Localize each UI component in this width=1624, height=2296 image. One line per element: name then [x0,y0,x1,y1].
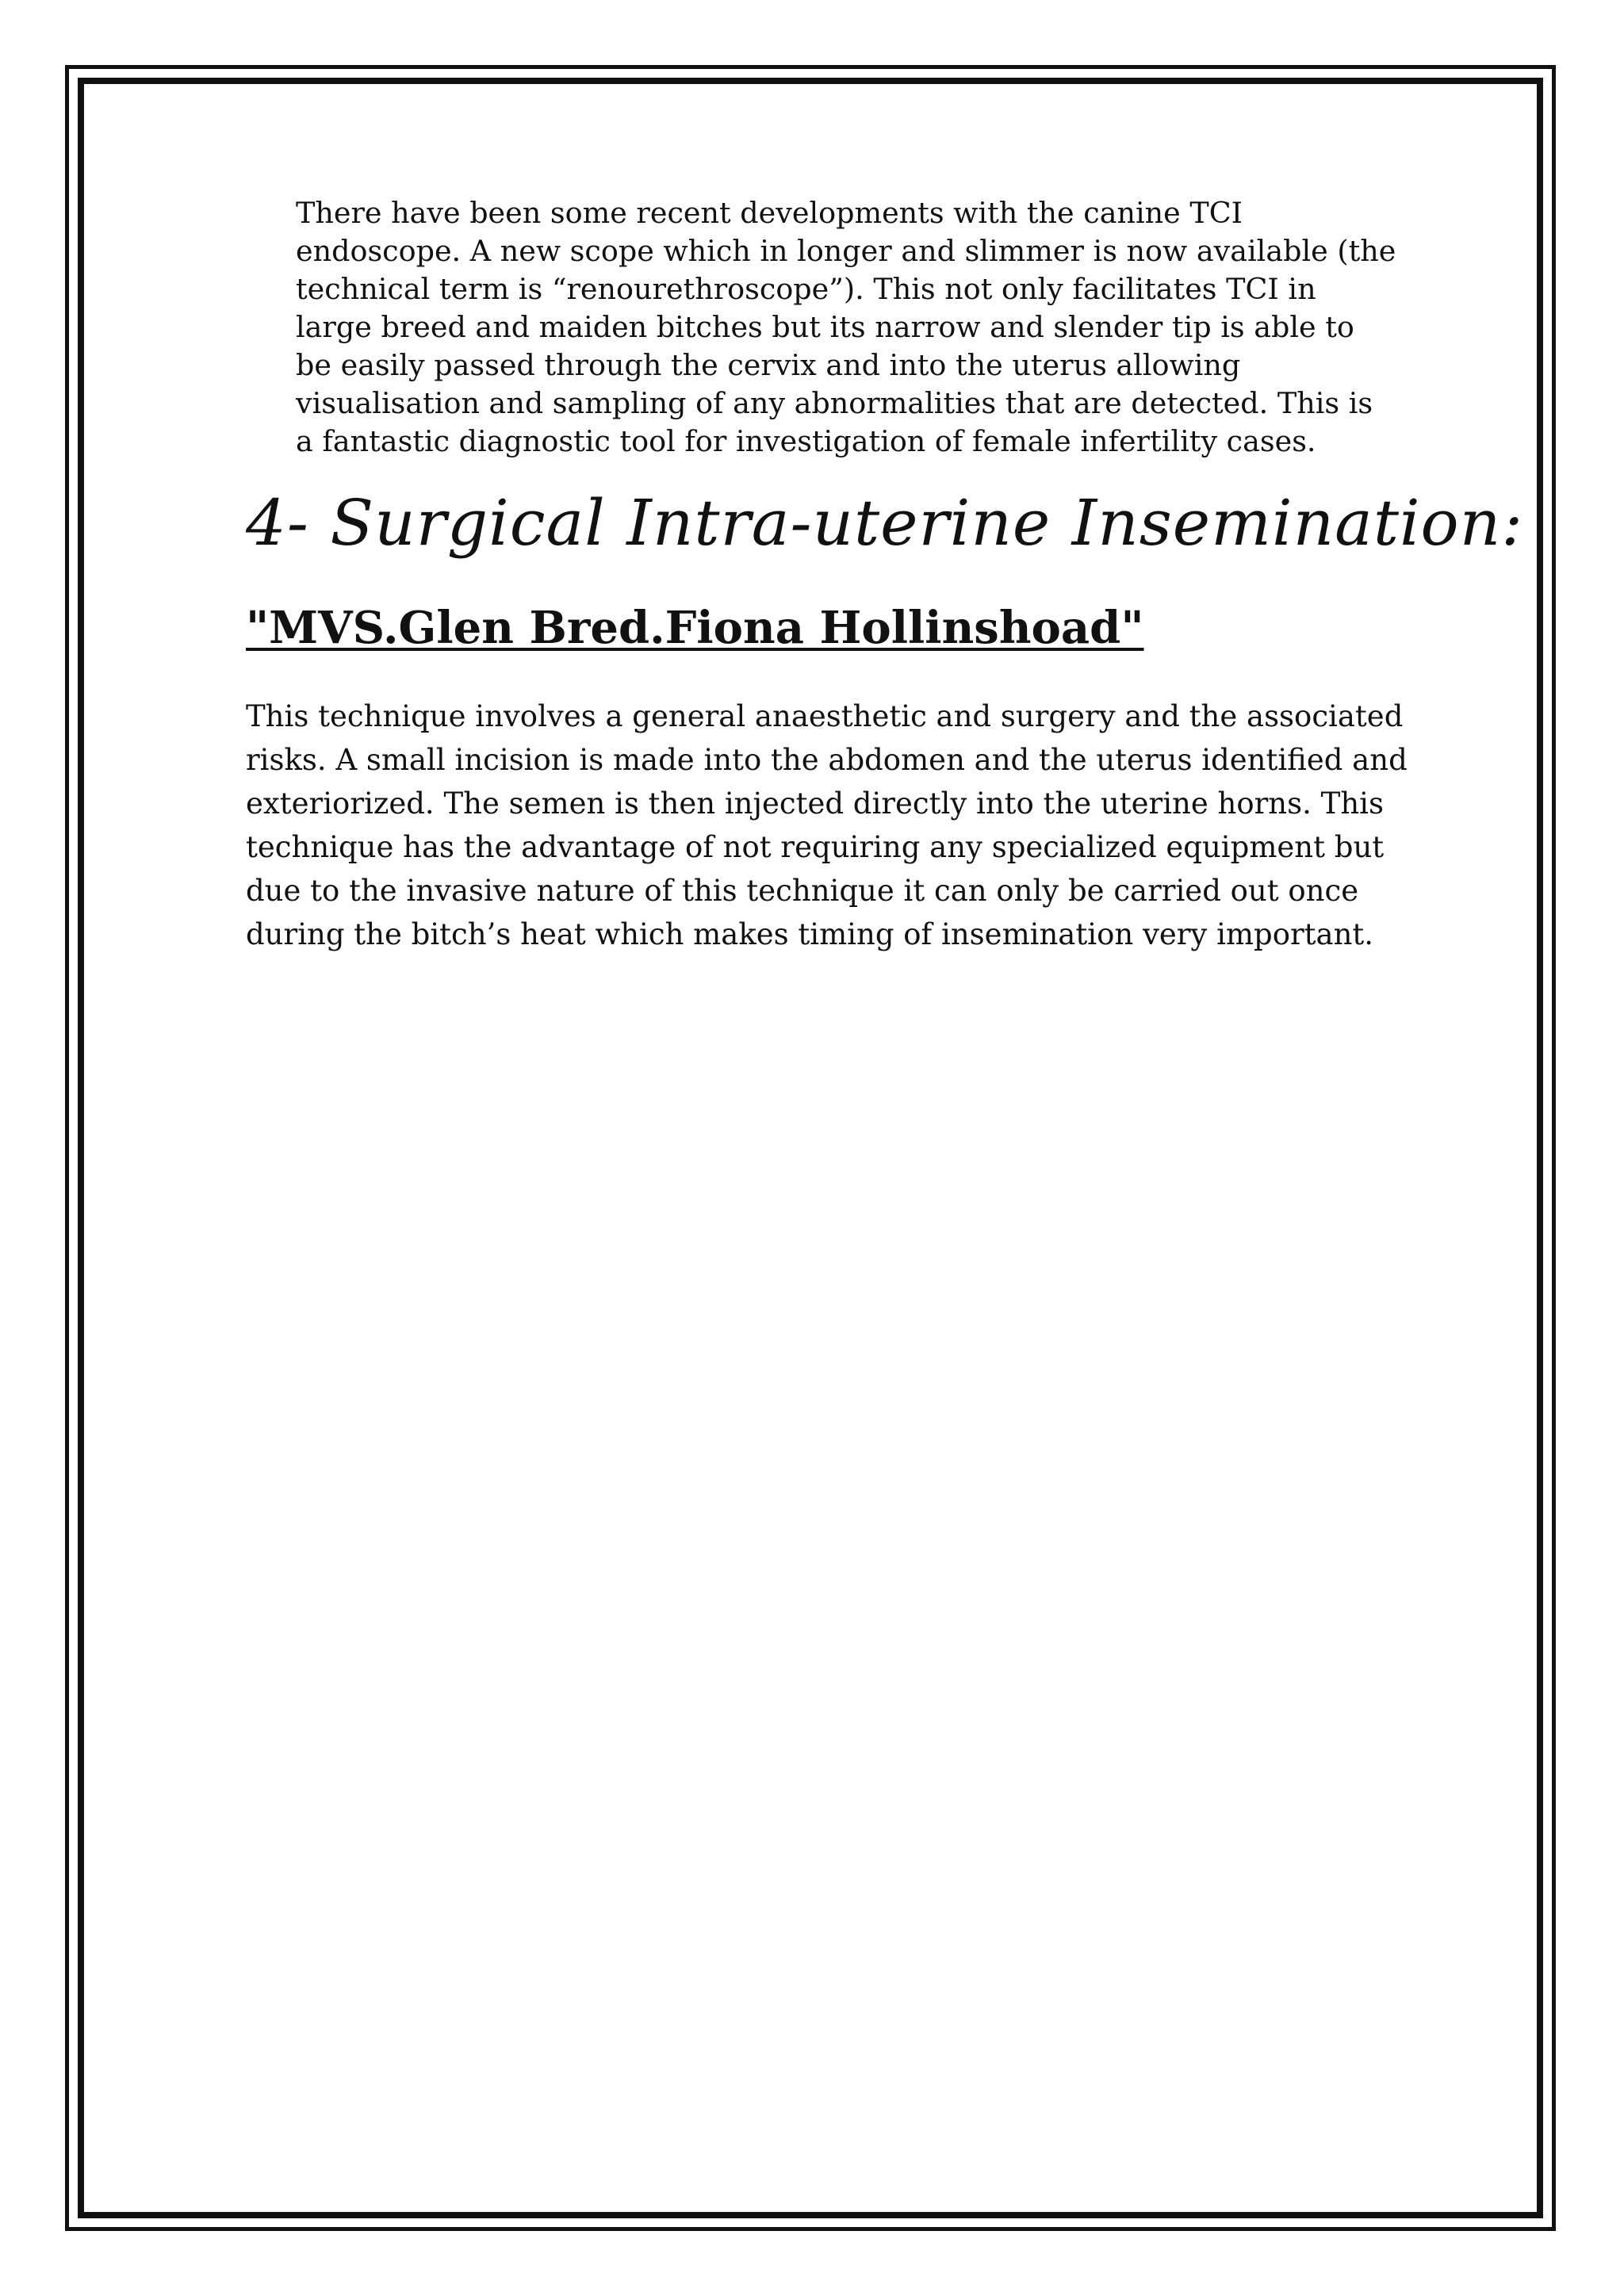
section-body-paragraph: This technique involves a general anaesthetic and surgery and the associated risks. A small incision is made into the abdomen and the uterus identified and exteriorized. The semen is then injected directly into the uterine horns. This technique has the advantage of not requiring any specialized equipment but due to the invasive nature of this technique it can only be carried out once during the bitch’s heat which makes timing of insemination very important. [246,699,1408,951]
section-subheading: "MVS.Glen Bred.Fiona Hollinshoad" [246,602,1144,654]
section-heading: 4- Surgical Intra-uterine Insemination: [246,486,1524,560]
intro-paragraph: There have been some recent developments with the canine TCI endoscope. A new scope which in longer and slimmer is now available (the technical term is “renourethroscope”). This not only facilitates TCI in large breed and maiden bitches but its narrow and slender tip is able to be easily passed through the cervix and into the uterus allowing visualisation and sampling of any abnormalities that are detected. This is a fantastic diagnostic tool for investigation of female infertility cases. [296,196,1396,458]
